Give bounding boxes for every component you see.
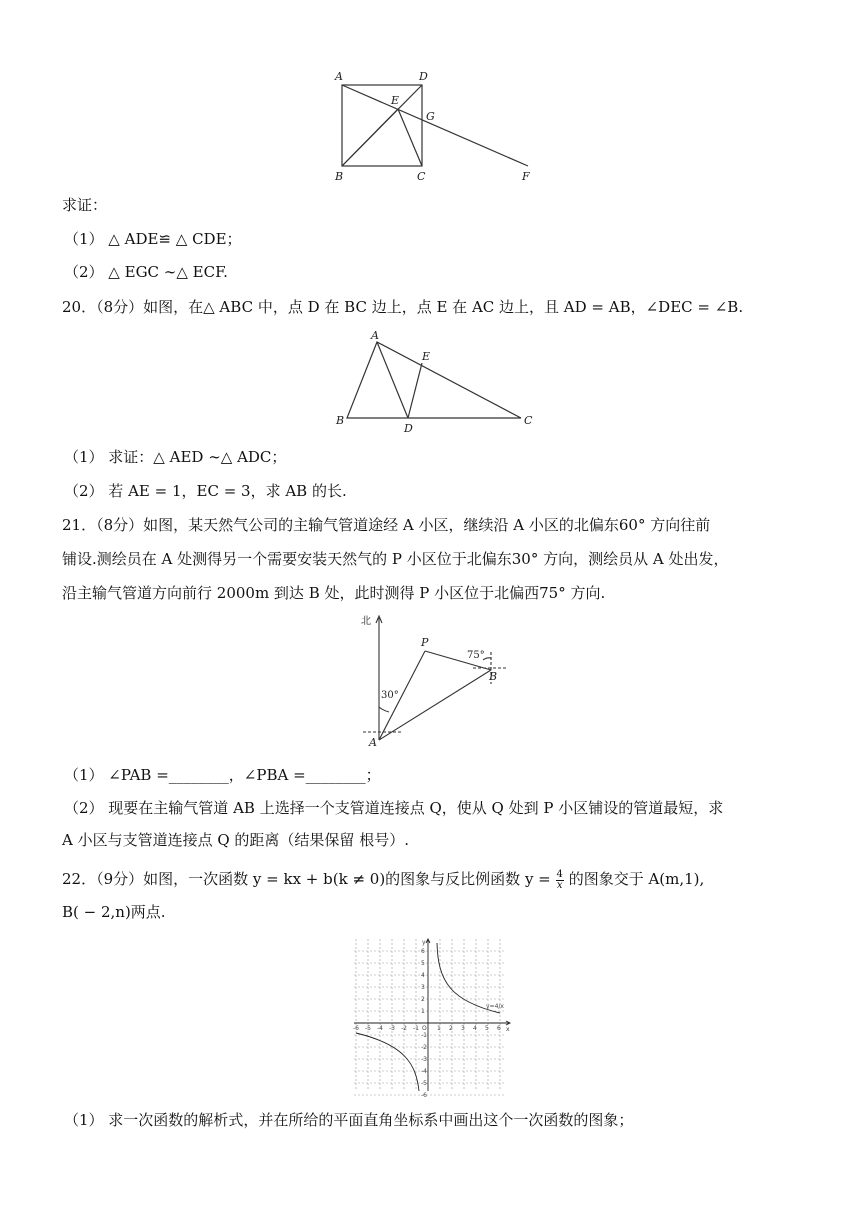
x-tick-label: -5	[365, 1025, 371, 1032]
label-B: B	[336, 414, 345, 427]
angle-30-label: 30°	[381, 690, 399, 701]
label-G: G	[426, 110, 435, 123]
y-tick-label: -4	[421, 1068, 427, 1075]
q22-line2: B( − 2,n)两点.	[62, 903, 166, 921]
q20-part2: （2） 若 AE = 1，EC = 3，求 AB 的长.	[64, 482, 347, 500]
angle-75-label: 75°	[467, 650, 485, 661]
q22-line1	[62, 868, 704, 891]
north-label: 北	[361, 616, 371, 627]
q21-line1: 21．（8分）如图，某天然气公司的主输气管道途经 A 小区，继续沿 A 小区的北偏东60° 方向往前	[62, 516, 711, 534]
label-E: E	[422, 350, 431, 363]
x-tick-label: 4	[473, 1025, 477, 1032]
q21-part2-line1: （2） 现要在主输气管道 AB 上选择一个支管道连接点 Q，使从 Q 处到 P 小区铺设的管道最短，求	[64, 799, 724, 817]
x-tick-label: 2	[449, 1025, 453, 1032]
y-tick-label: 3	[421, 984, 425, 991]
q22-text-b: 的图象交于 A(m,1),	[568, 870, 705, 888]
hyperbola-branch-2	[356, 1033, 419, 1091]
q20-stem: 20．（8分）如图，在△ ABC 中，点 D 在 BC 边上，点 E 在 AC 边上，且 AD = AB，∠DEC = ∠B.	[62, 298, 744, 316]
fraction-numerator: 4	[556, 868, 563, 880]
label-P: P	[421, 636, 429, 649]
q20-part1: （1） 求证：△ AED ∼△ ADC；	[64, 448, 287, 466]
x-tick-label: -4	[377, 1025, 383, 1032]
triangle-figure	[330, 328, 540, 438]
fraction	[556, 870, 564, 891]
y-tick-label: -5	[421, 1080, 427, 1087]
x-axis-label: x	[506, 1026, 510, 1033]
label-A: A	[335, 70, 343, 83]
label-A: A	[369, 736, 377, 749]
q21-part1: （1） ∠PAB =________，∠PBA =________；	[64, 766, 381, 784]
y-tick-label: -1	[421, 1032, 427, 1039]
q21-part2-line2: A 小区与支管道连接点 Q 的距离（结果保留 根号）.	[62, 831, 409, 849]
curve-label: y=4/x	[486, 1003, 504, 1010]
y-tick-label: -6	[421, 1092, 427, 1099]
x-tick-label: -6	[353, 1025, 359, 1032]
q22-text-a: 22．（9分）如图，一次函数 y = kx + b(k ≠ 0)的图象与反比例函数 y =	[62, 870, 556, 888]
label-F: F	[522, 170, 530, 183]
x-tick-label: 1	[437, 1025, 441, 1032]
fraction-denominator: x	[556, 879, 563, 891]
q21-line3: 沿主输气管道方向前行 2000m 到达 B 处，此时测得 P 小区位于北偏西75° 方向.	[62, 584, 606, 602]
bearing-figure	[355, 612, 515, 752]
q21-line2: 铺设.测绘员在 A 处测得另一个需要安装天然气的 P 小区位于北偏东30° 方向，测绘员从 A 处出发，	[62, 550, 729, 568]
label-C: C	[524, 414, 533, 427]
q19-part2: （2） △ EGC ∼△ ECF.	[64, 263, 228, 281]
label-D: D	[404, 422, 413, 435]
y-tick-label: 6	[421, 948, 425, 955]
q19-prove: 求证：	[62, 196, 108, 214]
x-tick-label: -2	[401, 1025, 407, 1032]
y-tick-label: 2	[421, 996, 425, 1003]
origin-label: O	[422, 1025, 427, 1032]
y-tick-label: -3	[421, 1056, 427, 1063]
label-E: E	[391, 94, 400, 107]
coordinate-grid	[350, 936, 515, 1099]
y-tick-label: 1	[421, 1008, 425, 1015]
label-A: A	[371, 329, 379, 342]
q19-part1: （1） △ ADE≌ △ CDE；	[64, 230, 242, 248]
q22-part1: （1） 求一次函数的解析式，并在所给的平面直角坐标系中画出这个一次函数的图象；	[64, 1111, 634, 1129]
x-tick-label: -3	[389, 1025, 395, 1032]
square-figure	[325, 68, 540, 186]
label-B: B	[489, 670, 498, 683]
label-D: D	[419, 70, 428, 83]
x-tick-label: -1	[413, 1025, 419, 1032]
x-tick-label: 6	[497, 1025, 501, 1032]
y-tick-label: 5	[421, 960, 425, 967]
x-tick-label: 5	[485, 1025, 489, 1032]
y-axis-label: y	[422, 939, 426, 946]
label-B: B	[335, 170, 344, 183]
x-tick-label: 3	[461, 1025, 465, 1032]
y-tick-label: 4	[421, 972, 425, 979]
y-tick-label: -2	[421, 1044, 427, 1051]
label-C: C	[417, 170, 426, 183]
